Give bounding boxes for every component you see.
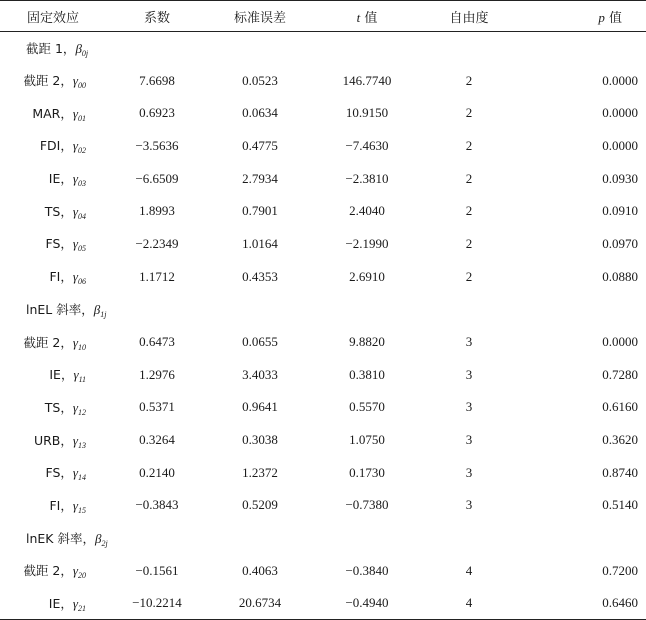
se-cell: 0.3038	[242, 432, 278, 448]
row-subscript: 10	[78, 342, 86, 352]
df-cell: 2	[465, 203, 473, 219]
effect-cell	[0, 260, 106, 293]
se-cell: 3.4033	[242, 366, 278, 382]
coef-cell: 0.2140	[139, 464, 175, 480]
df-cell: 2	[465, 268, 473, 284]
header-df: 自由度	[422, 1, 516, 32]
se-cell: 20.6734	[208, 587, 312, 620]
p-cell: 0.0000	[602, 72, 638, 88]
coef-cell: 0.3264	[139, 432, 175, 448]
p-cell: 0.7200	[602, 562, 638, 578]
row-symbol: γ	[72, 465, 78, 481]
row-label: IE，	[49, 367, 74, 383]
section-row	[0, 32, 646, 65]
row-symbol: β	[93, 301, 101, 317]
p-cell: 0.0910	[602, 203, 638, 219]
table-body	[0, 32, 646, 620]
row-subscript: 14	[78, 473, 86, 483]
df-cell: 2	[465, 170, 473, 186]
row-subscript: 03	[78, 179, 86, 189]
se-cell: 1.0164	[242, 235, 278, 251]
table-row	[0, 555, 646, 588]
header-effect: 固定效应	[0, 1, 106, 32]
row-label: 截距 2，	[23, 334, 73, 350]
table-row	[0, 130, 646, 163]
row-subscript: 11	[78, 375, 86, 385]
row-label: TS，	[44, 399, 73, 415]
row-subscript: 0j	[81, 48, 89, 58]
se-cell: 0.9641	[242, 399, 278, 415]
effect-cell	[0, 456, 106, 489]
row-label: IE，	[48, 595, 73, 611]
section-row	[0, 293, 646, 326]
t-cell: 10.9150	[345, 105, 389, 121]
coef-cell: 1.1712	[139, 268, 175, 284]
header-row	[0, 1, 646, 32]
coef-cell: 0.6473	[139, 334, 175, 350]
row-label: FS，	[45, 465, 73, 481]
p-cell: 0.7280	[602, 366, 638, 382]
p-cell: 0.0000	[602, 105, 638, 121]
row-subscript: 1j	[100, 309, 107, 319]
t-cell: −0.4940	[312, 587, 422, 620]
coef-cell: −3.5636	[135, 137, 179, 153]
table-row	[0, 587, 646, 620]
row-label: 截距 2，	[23, 563, 73, 579]
row-subscript: 15	[78, 505, 86, 515]
table-row	[0, 228, 646, 261]
header-coef: 系数	[106, 1, 208, 32]
se-cell: 0.0523	[242, 72, 278, 88]
row-subscript: 21	[78, 603, 86, 613]
df-cell: 3	[465, 497, 473, 513]
df-cell: 3	[465, 464, 473, 480]
df-cell: 2	[465, 105, 473, 121]
table-row	[0, 162, 646, 195]
row-label: IE，	[48, 171, 73, 187]
coef-cell: 7.6698	[139, 72, 175, 88]
row-label: lnEK 斜率，	[26, 530, 95, 546]
row-label: FI，	[49, 269, 73, 285]
effect-cell	[0, 97, 106, 130]
p-cell: 0.8740	[602, 464, 638, 480]
row-subscript: 20	[78, 571, 86, 581]
t-cell: −0.7380	[345, 497, 389, 513]
row-symbol: β	[94, 530, 102, 546]
row-symbol: γ	[72, 203, 78, 219]
row-symbol: γ	[72, 497, 78, 513]
effect-cell	[0, 424, 106, 457]
t-cell: −2.3810	[345, 170, 389, 186]
header-p-symbol: p	[598, 9, 605, 25]
section-label-cell	[0, 293, 646, 326]
table-row	[0, 489, 646, 522]
table-row	[0, 97, 646, 130]
effect-cell	[0, 64, 106, 97]
row-subscript: 01	[78, 113, 86, 123]
row-subscript: 00	[78, 81, 86, 91]
p-cell: 0.6160	[602, 399, 638, 415]
header-t-symbol: t	[356, 9, 361, 25]
t-cell: 0.5570	[349, 399, 385, 415]
df-cell: 3	[465, 366, 473, 382]
row-symbol: γ	[72, 236, 78, 252]
row-symbol: γ	[72, 563, 78, 579]
effect-cell	[0, 326, 106, 359]
df-cell: 2	[465, 137, 473, 153]
row-subscript: 04	[78, 211, 86, 221]
table-row	[0, 326, 646, 359]
se-cell: 0.4775	[242, 137, 278, 153]
df-cell: 4	[422, 587, 516, 620]
row-symbol: γ	[72, 138, 78, 154]
t-cell: −2.1990	[345, 235, 389, 251]
effect-cell	[0, 587, 106, 620]
effect-cell	[0, 391, 106, 424]
header-p-suffix: 值	[604, 10, 622, 26]
p-cell: 0.0880	[602, 268, 638, 284]
t-cell: 2.6910	[349, 268, 385, 284]
row-label: MAR，	[32, 105, 73, 121]
row-label: lnEL 斜率，	[26, 301, 94, 317]
t-cell: 0.3810	[349, 366, 385, 382]
table-row	[0, 358, 646, 391]
table-row	[0, 195, 646, 228]
row-symbol: γ	[72, 171, 78, 187]
effect-cell	[0, 162, 106, 195]
p-cell: 0.3620	[602, 432, 638, 448]
effect-cell	[0, 555, 106, 588]
p-cell: 0.0000	[602, 137, 638, 153]
p-cell: 0.0000	[602, 334, 638, 350]
row-symbol: γ	[72, 399, 78, 415]
table-row	[0, 260, 646, 293]
coef-cell: 0.5371	[139, 399, 175, 415]
se-cell: 0.7901	[242, 203, 278, 219]
row-subscript: 05	[78, 244, 86, 254]
table-row	[0, 456, 646, 489]
table-row	[0, 391, 646, 424]
row-subscript: 2j	[101, 538, 108, 548]
table-row	[0, 424, 646, 457]
row-label: URB，	[33, 432, 73, 448]
row-label: FDI，	[39, 138, 73, 154]
coef-cell: 0.6923	[139, 105, 175, 121]
df-cell: 2	[465, 235, 473, 251]
effect-cell	[0, 489, 106, 522]
t-cell: −0.3840	[345, 562, 389, 578]
p-cell: 0.6460	[516, 587, 646, 620]
row-subscript: 13	[78, 440, 86, 450]
coef-cell: −6.6509	[135, 170, 179, 186]
row-label: 截距 1，	[26, 40, 76, 56]
effect-cell	[0, 228, 106, 261]
se-cell: 0.5209	[242, 497, 278, 513]
se-cell: 0.4353	[242, 268, 278, 284]
se-cell: 2.7934	[242, 170, 278, 186]
coef-cell: 1.8993	[139, 203, 175, 219]
effect-cell	[0, 195, 106, 228]
row-symbol: γ	[72, 334, 78, 350]
row-symbol: γ	[72, 595, 78, 611]
effect-cell	[0, 358, 106, 391]
se-cell: 1.2372	[242, 464, 278, 480]
row-label: FI，	[49, 497, 73, 513]
t-cell: 1.0750	[349, 432, 385, 448]
df-cell: 3	[465, 432, 473, 448]
header-se: 标准误差	[208, 1, 312, 32]
row-subscript: 06	[78, 277, 86, 287]
section-row	[0, 522, 646, 555]
header-t	[312, 1, 422, 32]
row-label: 截距 2，	[23, 73, 73, 89]
df-cell: 3	[465, 399, 473, 415]
se-cell: 0.0634	[242, 105, 278, 121]
section-label-cell	[0, 522, 646, 555]
header-t-suffix: 值	[360, 10, 378, 26]
t-cell: 9.8820	[349, 334, 385, 350]
coef-cell: −2.2349	[135, 235, 179, 251]
row-symbol: γ	[72, 432, 78, 448]
row-symbol: γ	[72, 105, 78, 121]
coef-cell: 1.2976	[139, 366, 175, 382]
row-label: FS，	[45, 236, 73, 252]
row-symbol: β	[75, 40, 82, 56]
row-subscript: 02	[78, 146, 86, 156]
t-cell: −7.4630	[345, 137, 389, 153]
coef-cell: −0.3843	[135, 497, 179, 513]
coef-cell: −10.2214	[106, 587, 208, 620]
df-cell: 3	[465, 334, 473, 350]
row-symbol: γ	[72, 269, 78, 285]
header-p	[516, 1, 646, 32]
row-symbol: γ	[73, 367, 79, 383]
se-cell: 0.4063	[242, 562, 278, 578]
effect-cell	[0, 130, 106, 163]
df-cell: 2	[465, 72, 473, 88]
row-symbol: γ	[72, 73, 78, 89]
row-label: TS，	[44, 203, 73, 219]
section-label-cell	[0, 32, 646, 65]
p-cell: 0.5140	[602, 497, 638, 513]
p-cell: 0.0970	[602, 235, 638, 251]
t-cell: 0.1730	[349, 464, 385, 480]
t-cell: 146.7740	[342, 72, 392, 88]
row-subscript: 12	[78, 407, 86, 417]
se-cell: 0.0655	[242, 334, 278, 350]
df-cell: 4	[465, 562, 473, 578]
p-cell: 0.0930	[602, 170, 638, 186]
t-cell: 2.4040	[349, 203, 385, 219]
coef-cell: −0.1561	[135, 562, 179, 578]
table-row	[0, 64, 646, 97]
